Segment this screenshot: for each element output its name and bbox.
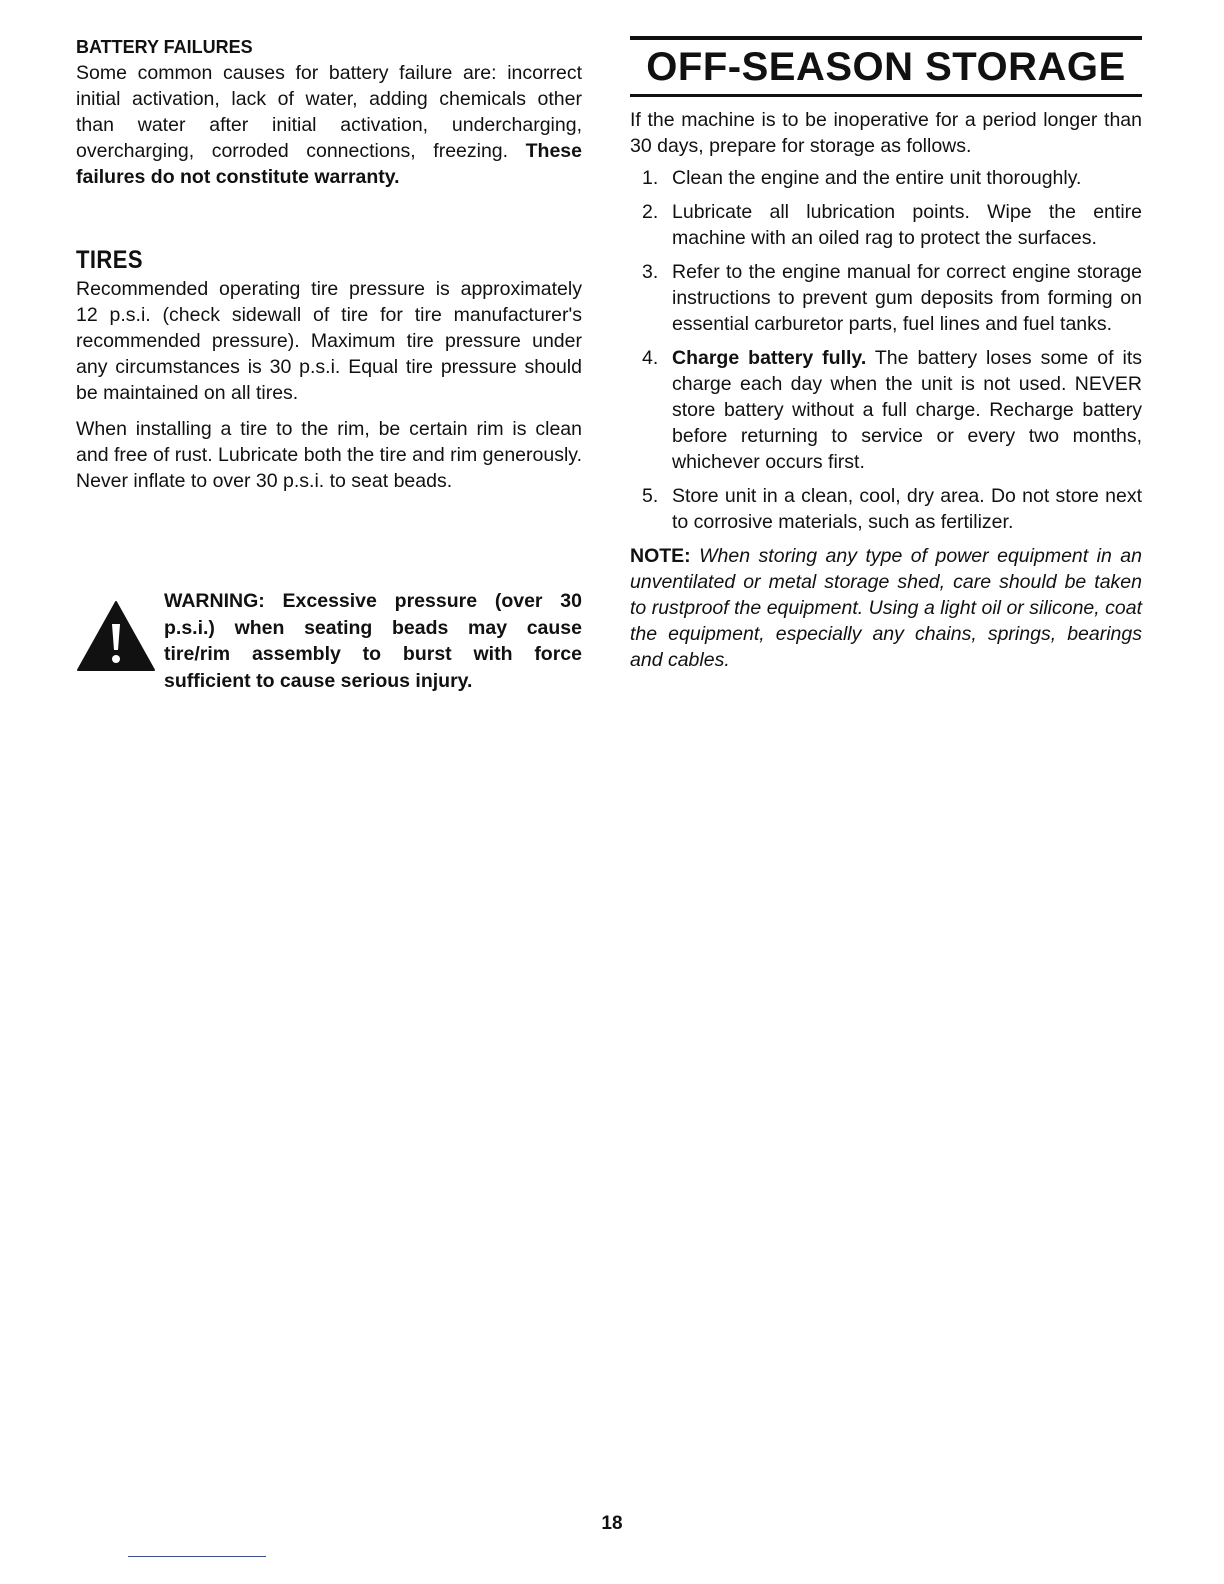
storage-intro: If the machine is to be inoperative for a period longer than 30 days, prepare for storage as follows. [630, 109, 1142, 157]
storage-step: 3. Refer to the engine manual for correct engine storage instructions to prevent gum deposits from forming on essential carburetor parts, fuel lines and fuel tanks. [642, 261, 1142, 335]
storage-note [630, 543, 1142, 673]
battery-failures-heading: BATTERY FAILURES [76, 37, 253, 57]
storage-step: 4. Charge battery fully. The battery loses some of its charge each day when the unit is not used. NEVER store battery without a full charge. Recharge battery before returning to service or every two months, whichever occurs first. [642, 347, 1142, 473]
tires-installing-text: When installing a tire to the rim, be certain rim is clean and free of rust. Lubricate both the tire and rim generously. Never inflate to over 30 p.s.i. to seat beads. [76, 418, 582, 492]
note-label: NOTE: [630, 545, 691, 567]
page-number: 18 [601, 1513, 623, 1534]
right-column [630, 36, 1142, 673]
battery-failures-text: Some common causes for battery failure are: incorrect initial activation, lack of water, adding chemicals other than water after initial activation, undercharging, overcharging, corroded connections, freezing. These failures do not constitute warranty. [76, 62, 582, 188]
left-column [76, 36, 582, 692]
storage-step: 5. Store unit in a clean, cool, dry area. Do not store next to corrosive materials, such as fertilizer. [642, 485, 1142, 533]
warning-block [76, 588, 582, 694]
tires-pressure-text: Recommended operating tire pressure is approximately 12 p.s.i. (check sidewall of tire for tire manufacturer's recommended pressure). Maximum tire pressure under any circumstances is 30 p.s.i. Equal tire pressure should be maintained on all tires. [76, 278, 582, 404]
footer-rule [128, 1556, 266, 1557]
storage-steps [630, 165, 1142, 535]
title-bottom-rule [630, 94, 1142, 97]
tires-heading: TIRES [76, 246, 143, 274]
warning-triangle-icon [76, 600, 156, 672]
off-season-storage-title: OFF-SEASON STORAGE [646, 45, 1126, 89]
warning-text: WARNING: Excessive pressure (over 30 p.s.i.) when seating beads may cause tire/rim assembly to burst with force sufficient to cause serious injury. [164, 590, 582, 692]
note-text: When storing any type of power equipment in an unventilated or metal storage shed, care should be taken to rustproof the equipment. Using a light oil or silicone, coat the equipment, especially any chains, springs, bearings and cables. [630, 545, 1142, 671]
storage-step: 2. Lubricate all lubrication points. Wipe the entire machine with an oiled rag to protect the surfaces. [642, 201, 1142, 249]
storage-step: 1. Clean the engine and the entire unit thoroughly. [642, 167, 1082, 189]
title-top-rule [630, 36, 1142, 40]
warranty-notice: These failures do not constitute warranty. [76, 140, 582, 188]
